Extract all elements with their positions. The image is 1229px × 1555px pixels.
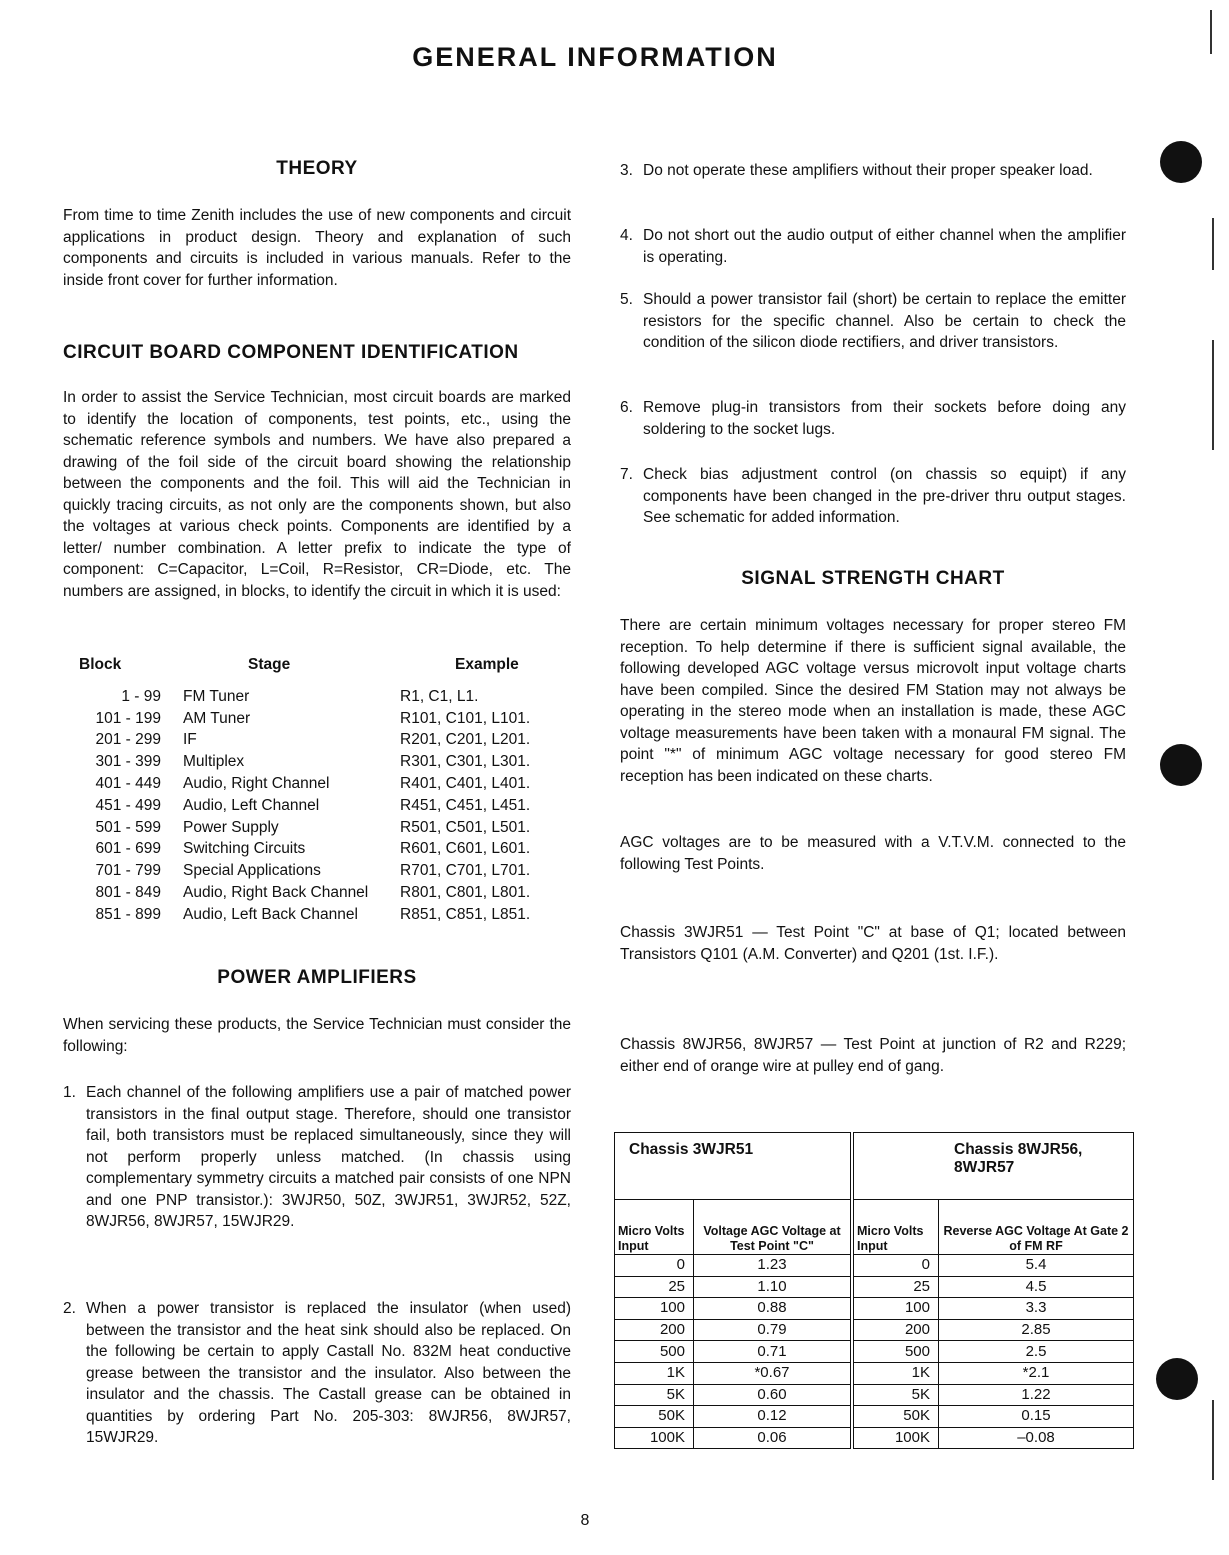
table-cell: *2.1 xyxy=(939,1362,1134,1384)
agc-table xyxy=(614,1132,1134,1449)
table-cell: 201 - 299 xyxy=(95,731,161,749)
list-item xyxy=(620,160,1126,182)
scan-edge-mark xyxy=(1212,218,1214,270)
list-item-number: 4. xyxy=(620,227,633,244)
table-row xyxy=(615,1384,1134,1406)
table-cell: 601 - 699 xyxy=(95,840,161,858)
table-cell: 100K xyxy=(852,1427,939,1449)
table-row xyxy=(63,730,571,752)
table-cell: 1.22 xyxy=(939,1384,1134,1406)
table-cell: R1, C1, L1. xyxy=(400,687,479,705)
list-item xyxy=(63,1082,571,1233)
table-cell: *0.67 xyxy=(694,1362,853,1384)
list-item-text: When a power transistor is replaced the insulator (when used) between the transistor and the heat sink should also be replaced. On the following be certain to apply Castall No. 832M heat conductive grease between the transistor and the insulator. Also between the insulator and the chassis. The Castall grease can be obtained in quantities by ordering Part No. 205-303: 8WJR56, 8WJR57, 15WJR29. xyxy=(86,1300,571,1446)
table-cell: 101 - 199 xyxy=(95,709,161,727)
table-row xyxy=(63,839,571,861)
list-item-text: Should a power transistor fail (short) be certain to replace the emitter resistors for the specific channel. Also be certain to check the condition of the silicon diode rectifiers, and driver transistors. xyxy=(643,291,1126,351)
table-cell: 0 xyxy=(852,1255,939,1277)
list-item-text: Do not operate these amplifiers without their proper speaker load. xyxy=(643,162,1093,179)
block-header: Block xyxy=(79,656,122,673)
table-row xyxy=(615,1255,1134,1277)
scan-edge-mark xyxy=(1210,10,1212,54)
example-header: Example xyxy=(455,656,519,673)
signal-paragraph: AGC voltages are to be measured with a V.T.V.M. connected to the following Test Points. xyxy=(620,834,1126,873)
agc-group-right: Chassis 8WJR56, 8WJR57 xyxy=(852,1133,1134,1200)
table-cell: Power Supply xyxy=(183,818,279,836)
list-item-number: 3. xyxy=(620,162,633,179)
list-item xyxy=(620,225,1126,268)
table-cell: 200 xyxy=(852,1319,939,1341)
binder-hole xyxy=(1160,141,1202,183)
table-cell: 500 xyxy=(852,1341,939,1363)
binder-hole xyxy=(1156,1358,1198,1400)
table-cell: Multiplex xyxy=(183,753,245,771)
table-cell: 1 - 99 xyxy=(121,687,161,705)
table-cell: 0.60 xyxy=(694,1384,853,1406)
list-item-number: 2. xyxy=(63,1300,76,1317)
table-row xyxy=(615,1427,1134,1449)
power-heading: POWER AMPLIFIERS xyxy=(217,967,417,988)
table-cell: 50K xyxy=(852,1406,939,1428)
list-item xyxy=(620,464,1126,529)
signal-paragraph: There are certain minimum voltages necessary for proper stereo FM reception. To help determine if there is sufficient signal available, the following developed AGC voltage versus microvolt input voltage charts have been compiled. Since the desired FM Station may not always be operating in the stereo mode when an installation is made, these AGC voltage measurements have been taken with a monaural FM signal. The point "*" of minimum AGC voltage necessary for good stereo FM reception has been indicated on these charts. xyxy=(620,617,1126,785)
table-row xyxy=(63,686,571,708)
list-item-number: 5. xyxy=(620,291,633,308)
scan-edge-mark xyxy=(1212,1400,1214,1480)
scan-edge-mark xyxy=(1212,340,1214,450)
table-cell: 5K xyxy=(852,1384,939,1406)
signal-heading: SIGNAL STRENGTH CHART xyxy=(741,568,1005,589)
table-row xyxy=(63,904,571,926)
stage-header: Stage xyxy=(248,656,291,673)
agc-header: Micro Volts Input xyxy=(615,1200,694,1255)
table-cell: R801, C801, L801. xyxy=(400,884,531,902)
list-item xyxy=(620,289,1126,354)
power-intro: When servicing these products, the Service Technician must consider the following: xyxy=(63,1016,571,1055)
table-cell: IF xyxy=(183,731,197,749)
signal-paragraph: Chassis 8WJR56, 8WJR57 — Test Point at junction of R2 and R229; either end of orange wire at pulley end of gang. xyxy=(620,1036,1126,1075)
list-item xyxy=(63,1298,571,1449)
table-row xyxy=(63,860,571,882)
agc-header: Micro Volts Input xyxy=(852,1200,939,1255)
table-cell: R851, C851, L851. xyxy=(400,905,531,923)
list-item-text: Each channel of the following amplifiers use a pair of matched power transistors in the final output stage. Therefore, should one transistor fail, both transistors must be replaced simultaneously, since they will not perform properly unless matched. (In chassis using complementary symmetry circuits a matched pair consists of one NPN and one PNP transistor.): 3WJR50, 50Z, 3WJR51, 3WJR52, 52Z, 8WJR56, 8WJR57, 15WJR29. xyxy=(86,1084,571,1230)
table-cell: 2.85 xyxy=(939,1319,1134,1341)
table-cell: R451, C451, L451. xyxy=(400,796,531,814)
table-cell: Special Applications xyxy=(183,862,321,880)
page-title: GENERAL INFORMATION xyxy=(412,42,778,72)
theory-heading: THEORY xyxy=(276,158,358,179)
table-cell: 0.88 xyxy=(694,1298,853,1320)
table-cell: 100K xyxy=(615,1427,694,1449)
table-cell: 500 xyxy=(615,1341,694,1363)
table-cell: R501, C501, L501. xyxy=(400,818,531,836)
circuit-text: In order to assist the Service Technician, most circuit boards are marked to identify the location of components, test points, etc., using the schematic reference symbols and numbers. We have also prepared a drawing of the foil side of the circuit board showing the relationship between the components and the foil. This will aid the Technician in quickly tracing circuits, as not only are the components shown, but also the voltages at various check points. Components are identified by a letter/ number combination. A letter prefix to indicate the type of component: C=Capacitor, L=Coil, R=Resistor, CR=Diode, etc. The numbers are assigned, in blocks, to identify the circuit in which it is used: xyxy=(63,389,571,600)
table-cell: 0.71 xyxy=(694,1341,853,1363)
circuit-heading: CIRCUIT BOARD COMPONENT IDENTIFICATION xyxy=(63,342,519,363)
list-item-number: 6. xyxy=(620,399,633,416)
table-cell: 851 - 899 xyxy=(95,905,161,923)
table-row xyxy=(615,1362,1134,1384)
table-cell: 1K xyxy=(852,1362,939,1384)
table-cell: Switching Circuits xyxy=(183,840,306,858)
table-cell: Audio, Right Channel xyxy=(183,775,330,793)
table-cell: 1.23 xyxy=(694,1255,853,1277)
table-cell: 50K xyxy=(615,1406,694,1428)
table-cell: FM Tuner xyxy=(183,687,250,705)
table-cell: 3.3 xyxy=(939,1298,1134,1320)
table-row xyxy=(63,882,571,904)
table-cell: 25 xyxy=(615,1276,694,1298)
binder-hole xyxy=(1160,744,1202,786)
table-row xyxy=(615,1276,1134,1298)
table-row xyxy=(615,1319,1134,1341)
table-row xyxy=(63,751,571,773)
table-cell: 401 - 449 xyxy=(95,775,161,793)
table-cell: R601, C601, L601. xyxy=(400,840,531,858)
theory-text: From time to time Zenith includes the use of new components and circuit applications in product design. Theory and explanation of such components and circuits is included in various manuals. Refer to the inside front cover for further information. xyxy=(63,207,571,289)
agc-header: Reverse AGC Voltage At Gate 2 of FM RF xyxy=(939,1200,1134,1255)
table-cell: 0 xyxy=(615,1255,694,1277)
table-cell: 451 - 499 xyxy=(95,796,161,814)
block-table xyxy=(63,656,571,926)
table-cell: 100 xyxy=(615,1298,694,1320)
table-cell: Audio, Left Channel xyxy=(183,796,320,814)
agc-header: Voltage AGC Voltage at Test Point "C" xyxy=(694,1200,853,1255)
table-cell: R701, C701, L701. xyxy=(400,862,531,880)
table-cell: 4.5 xyxy=(939,1276,1134,1298)
table-cell: 0.79 xyxy=(694,1319,853,1341)
list-item xyxy=(620,397,1126,440)
agc-group-left: Chassis 3WJR51 xyxy=(615,1133,853,1200)
table-cell: Audio, Left Back Channel xyxy=(183,905,358,923)
table-row xyxy=(63,708,571,730)
page-number: 8 xyxy=(580,1512,590,1529)
table-row xyxy=(63,773,571,795)
list-item-text: Do not short out the audio output of either channel when the amplifier is operating. xyxy=(643,227,1126,266)
table-cell: 0.06 xyxy=(694,1427,853,1449)
table-cell: 25 xyxy=(852,1276,939,1298)
table-row xyxy=(615,1341,1134,1363)
table-cell: 701 - 799 xyxy=(95,862,161,880)
table-cell: 801 - 849 xyxy=(95,884,161,902)
table-cell: AM Tuner xyxy=(183,709,251,727)
table-row xyxy=(615,1406,1134,1428)
table-cell: 1K xyxy=(615,1362,694,1384)
table-cell: R301, C301, L301. xyxy=(400,753,531,771)
table-cell: 0.12 xyxy=(694,1406,853,1428)
table-cell: 100 xyxy=(852,1298,939,1320)
list-item-text: Check bias adjustment control (on chassis so equipt) if any components have been changed in the pre-driver thru output stages. See schematic for added information. xyxy=(643,466,1126,526)
table-cell: –0.08 xyxy=(939,1427,1134,1449)
table-cell: 2.5 xyxy=(939,1341,1134,1363)
table-cell: R201, C201, L201. xyxy=(400,731,531,749)
list-item-number: 7. xyxy=(620,466,633,483)
table-cell: 0.15 xyxy=(939,1406,1134,1428)
list-item-number: 1. xyxy=(63,1084,76,1101)
table-cell: 501 - 599 xyxy=(95,818,161,836)
table-row xyxy=(615,1298,1134,1320)
table-cell: R401, C401, L401. xyxy=(400,775,531,793)
table-cell: 5.4 xyxy=(939,1255,1134,1277)
table-cell: Audio, Right Back Channel xyxy=(183,884,369,902)
table-row xyxy=(63,817,571,839)
table-cell: 301 - 399 xyxy=(95,753,161,771)
table-cell: R101, C101, L101. xyxy=(400,709,531,727)
table-cell: 200 xyxy=(615,1319,694,1341)
signal-paragraph: Chassis 3WJR51 — Test Point "C" at base of Q1; located between Transistors Q101 (A.M. Converter) and Q201 (1st. I.F.). xyxy=(620,924,1126,963)
table-row xyxy=(63,795,571,817)
table-cell: 5K xyxy=(615,1384,694,1406)
table-cell: 1.10 xyxy=(694,1276,853,1298)
list-item-text: Remove plug-in transistors from their sockets before doing any soldering to the socket lugs. xyxy=(643,399,1126,438)
